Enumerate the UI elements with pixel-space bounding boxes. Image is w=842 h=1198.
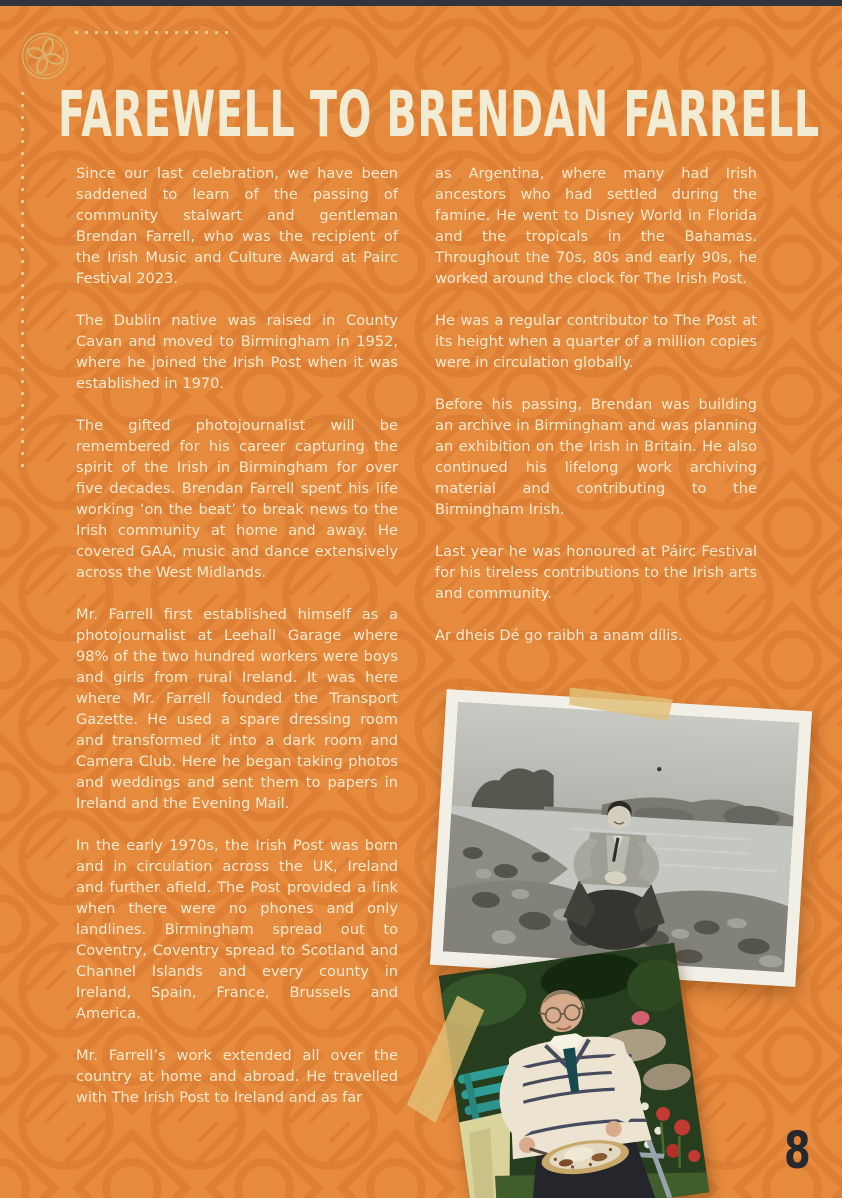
top-edge-bar: [0, 0, 842, 6]
paragraph: Since our last celebration, we have been saddened to learn of the passing of community stalwart and gentleman Brendan Farrell, who was the recipient of the Irish Music and Culture Award at Pairc Festival 2023.: [76, 165, 398, 287]
paragraph: Ar dheis Dé go raibh a anam dílis.: [435, 627, 683, 644]
page-title: FAREWELL TO BRENDAN FARRELL: [58, 78, 820, 151]
page-number: 8: [784, 1121, 811, 1181]
paragraph: Mr. Farrell first established himself as a photojournalist at Leehall Garage where 98% of the two hundred workers were boys and girls from rural Ireland. It was here where Mr. Farrell founded the Transport Gazette. He used a spare dressing room and transformed it into a dark room and Camera Club. Here he began taking photos and weddings and sent them to papers in Ireland and the Evening Mail.: [76, 606, 398, 812]
paragraph: He was a regular contributor to The Post at its height when a quarter of a million copies were in circulation globally.: [435, 312, 757, 371]
celtic-knot-icon: [21, 32, 69, 80]
article-column-1: [76, 163, 398, 1108]
garden-photo: [439, 943, 710, 1198]
dotted-divider-vertical: [21, 92, 24, 470]
paragraph: as Argentina, where many had Irish ancestors who had settled during the famine. He went to Disney World in Florida and the tropicals in the Bahamas. Throughout the 70s, 80s and early 90s, he worked around the clock for The Irish Post.: [435, 165, 757, 287]
paragraph: Last year he was honoured at Páirc Festival for his tireless contributions to the Irish arts and community.: [435, 543, 757, 602]
paragraph: In the early 1970s, the Irish Post was born and in circulation across the UK, Ireland and further afield. The Post provided a link when there were no phones and only landlines. Birmingham spread out to Coventry, Coventry spread to Scotland and Channel Islands and every county in Ireland, Spain, France, Brussels and America.: [76, 837, 398, 1022]
lakeside-photo: [430, 689, 812, 987]
paragraph: Mr. Farrell’s work extended all over the country at home and abroad. He travelled with The Irish Post to Ireland and as far: [76, 1047, 398, 1106]
paragraph: The Dublin native was raised in County Cavan and moved to Birmingham in 1952, where he joined the Irish Post when it was established in 1970.: [76, 312, 398, 392]
dotted-divider-horizontal: [75, 31, 235, 34]
paragraph: The gifted photojournalist will be remembered for his career capturing the spirit of the Irish in Birmingham for over five decades. Brendan Farrell spent his life working ‘on the beat’ to break news to the Irish community at home and away. He covered GAA, music and dance extensively across the West Midlands.: [76, 417, 398, 581]
paragraph: Before his passing, Brendan was building an archive in Birmingham and was planning an exhibition on the Irish in Britain. He also continued his lifelong work archiving material and contributing to the Birmingham Irish.: [435, 396, 757, 518]
